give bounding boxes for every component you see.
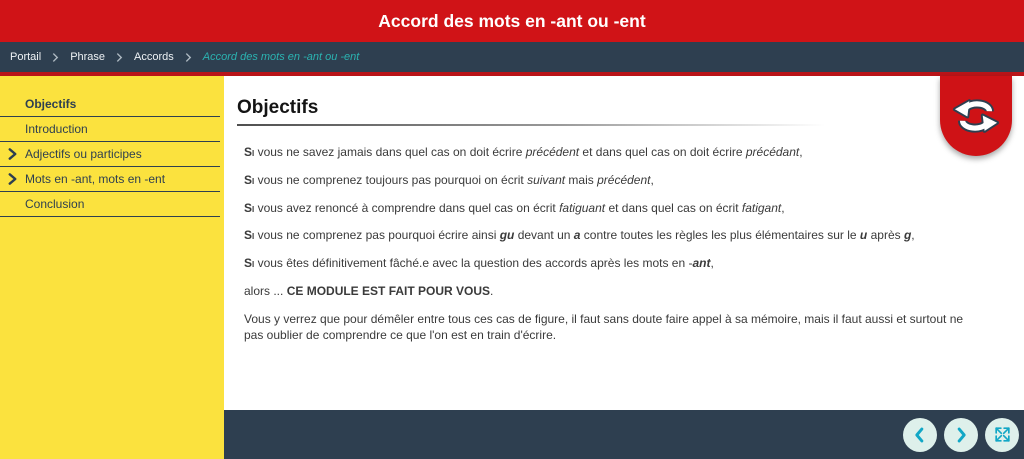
paragraph: Si vous ne comprenez toujours pas pourquoi on écrit suivant mais précédent, [244, 172, 654, 187]
fullscreen-button[interactable] [985, 418, 1019, 452]
sync-icon [950, 93, 1002, 139]
sidebar-item[interactable] [0, 192, 220, 217]
header [0, 0, 1024, 42]
sidebar-item-label: Conclusion [25, 197, 85, 211]
chevron-separator-icon [116, 52, 123, 63]
breadcrumb-item[interactable]: Accords [134, 51, 174, 63]
sidebar-item-label: Objectifs [25, 97, 77, 111]
breadcrumb-item: Accord des mots en -ant ou -ent [202, 51, 360, 63]
content [224, 76, 1024, 410]
chevron-right-icon [7, 173, 18, 186]
heading-rule [237, 124, 825, 126]
chevron-separator-icon [52, 52, 59, 63]
sidebar-item[interactable] [0, 92, 220, 117]
sidebar-item[interactable] [0, 142, 220, 167]
previous-button[interactable] [903, 418, 937, 452]
content-paragraphs [237, 145, 972, 344]
paragraph: Si vous ne savez jamais dans quel cas on doit écrire précédent et dans quel cas on doit écrire précédant, [244, 144, 803, 159]
sidebar-menu [0, 92, 224, 217]
footer [224, 410, 1024, 459]
sidebar-item-label: Mots en -ant, mots en -ent [25, 172, 166, 186]
chevron-left-icon [909, 424, 931, 446]
paragraph: Vous y verrez que pour démêler entre tous ces cas de figure, il faut sans doute faire appel à sa mémoire, mais il faut aussi et surtout ne pas oublier de comprendre ce que l'on est en train d'écrire. [244, 311, 964, 342]
paragraph: Si vous êtes définitivement fâché.e avec la question des accords après les mots en -ant, [244, 256, 714, 271]
main-column [224, 76, 1024, 459]
paragraph: Si vous avez renoncé à comprendre dans quel cas on écrit fatiguant et dans quel cas on écrit fatigant, [244, 200, 785, 215]
page-title: Accord des mots en -ant ou -ent [378, 10, 646, 31]
chevron-separator-icon [185, 52, 192, 63]
sidebar [0, 76, 224, 459]
paragraph: Si vous ne comprenez pas pourquoi écrire ainsi gu devant un a contre toutes les règles les plus élémentaires sur le u après g, [244, 228, 915, 243]
next-button[interactable] [944, 418, 978, 452]
sidebar-item[interactable] [0, 167, 220, 192]
content-heading: Objectifs [237, 97, 319, 118]
paragraph: alors ... CE MODULE EST FAIT POUR VOUS. [244, 284, 494, 299]
body [0, 76, 1024, 459]
chevron-right-icon [950, 424, 972, 446]
sidebar-item-label: Adjectifs ou participes [25, 147, 142, 161]
expand-icon [993, 425, 1012, 444]
breadcrumb [0, 42, 1024, 76]
module-badge [940, 76, 1012, 156]
sidebar-item[interactable] [0, 117, 220, 142]
sidebar-item-label: Introduction [25, 122, 88, 136]
breadcrumb-item[interactable]: Portail [10, 51, 42, 63]
breadcrumb-item[interactable]: Phrase [70, 51, 106, 63]
chevron-right-icon [7, 148, 18, 161]
